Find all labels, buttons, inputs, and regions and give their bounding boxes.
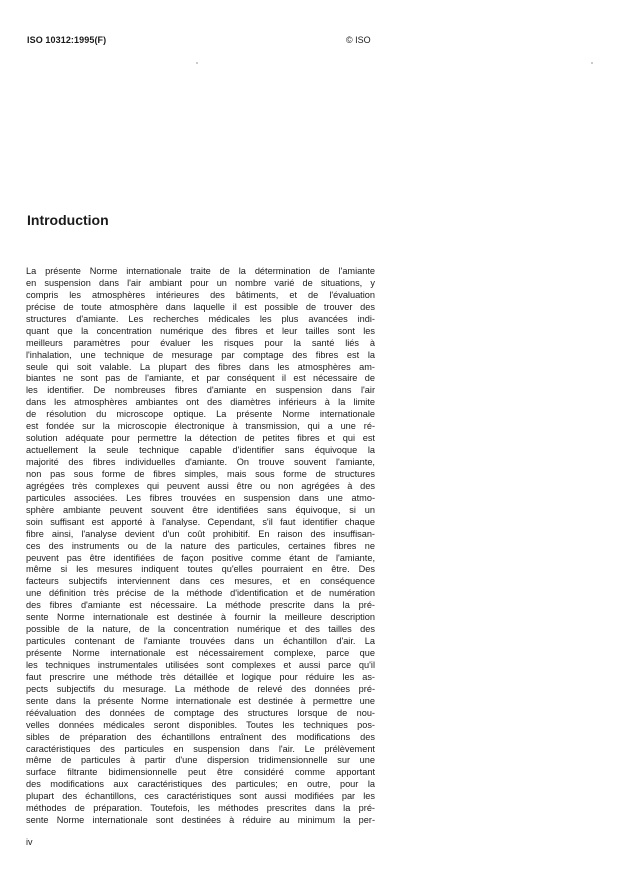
body-line: l'inhalation, une technique de mesurage par comptage des fibres est la <box>26 349 375 360</box>
body-line: présente Norme internationale est nécessairement complexe, parce que <box>26 648 375 658</box>
body-line: caractéristiques des particules en suspension dans l'air. Le prélèvement <box>26 743 375 754</box>
body-line: particules contenant de l'amiante trouvées dans un échantillon d'air. La <box>26 636 375 647</box>
page-number: iv <box>26 837 33 847</box>
body-line: les techniques instrumentales utilisées sont complexes et aussi parce qu'il <box>26 659 375 670</box>
section-title: Introduction <box>27 212 109 228</box>
scan-speck <box>591 62 593 64</box>
body-line: plupart des échantillons, ces caractéristiques sont aussi modifiées par les <box>26 791 375 802</box>
body-line: sente dans la présente Norme internationale est destinée à permettre une <box>26 695 375 706</box>
body-line: pects subjectifs du mesurage. La méthode de relevé des données pré- <box>26 683 375 694</box>
introduction-body <box>26 266 375 827</box>
body-line: même si les mesures indiquent toutes qu'elles pourraient en être. Des <box>26 564 375 575</box>
body-line: méthodes de préparation. Toutefois, les méthodes prescrites dans la pré- <box>26 803 375 814</box>
body-line: surface filtrante bidimensionnelle peut être considéré comme apportant <box>26 767 375 778</box>
body-line: possible de la nature, de la concentration numérique et des tailles des <box>26 624 375 635</box>
body-line: agrégées très complexes qui peuvent aussi être ou non agrégées à des <box>26 480 375 491</box>
body-line: faut prescrire une méthode très détaillée et logique pour réduire les as- <box>26 671 375 682</box>
body-line: de résolution du microscope optique. La présente Norme internationale <box>26 409 375 420</box>
body-line: meilleurs paramètres pour évaluer les risques pour la santé liés à <box>26 337 375 348</box>
body-line: solution adéquate pour permettre la détection de petites fibres et qui est <box>26 433 375 444</box>
body-line: particules associées. Les fibres trouvées en suspension dans une atmo- <box>26 492 375 503</box>
body-line: biantes ne sont pas de l'amiante, et par conséquent il est nécessaire de <box>26 373 375 384</box>
body-line: précise de toute atmosphère dans laquelle il est possible de trouver des <box>26 301 375 312</box>
body-line: peuvent pas être identifiées de façon positive comme étant de l'amiante, <box>26 552 375 563</box>
body-line: sphère ambiante peuvent souvent être identifiées sans équivoque, si un <box>26 504 375 515</box>
body-line: les identifier. De nombreuses fibres d'amiante en suspension dans l'air <box>26 385 375 396</box>
body-line: sente Norme internationale sont destinées à réduire au minimum la per- <box>26 815 375 826</box>
body-line: majorité des fibres individuelles d'amiante. On trouve souvent l'amiante, <box>26 457 375 467</box>
body-line: seule qui soit valable. La plupart des fibres dans les atmosphères am- <box>26 361 375 372</box>
body-line: est fondée sur la microscopie électronique à transmission, qui a une ré- <box>26 421 375 432</box>
body-line: des fibres d'amiante est nécessaire. La méthode prescrite dans la pré- <box>26 600 375 611</box>
body-line: même de particules à partir d'une dispersion tridimensionnelle sur une <box>26 755 375 766</box>
body-line: non pas sous forme de fibres simples, mais sous forme de structures <box>26 468 375 479</box>
body-line: ces des instruments ou de la nature des particules, certaines fibres ne <box>26 540 375 551</box>
body-line: des modifications aux caractéristiques des particules; en outre, pour la <box>26 779 375 790</box>
body-line: fibre ainsi, l'analyse devient d'un coût prohibitif. En raison des insuffisan- <box>26 528 375 539</box>
body-line: compris les atmosphères intérieures des bâtiments, et de l'évaluation <box>26 289 375 300</box>
body-line: structures d'amiante. Les recherches médicales les plus avancées indi- <box>26 313 375 324</box>
body-line: sente Norme internationale est destinée à fournir la meilleure description <box>26 612 375 623</box>
standard-reference: ISO 10312:1995(F) <box>27 35 107 45</box>
body-line: sibles de préparation des échantillons entraînent des modifications des <box>26 731 375 742</box>
body-line: en suspension dans l'air ambiant pour un nombre varié de situations, y <box>26 277 375 288</box>
body-line: facteurs subjectifs interviennent dans ces mesures, et en conséquence <box>26 576 375 587</box>
body-line: actuellement la seule technique capable d'identifier sans équivoque la <box>26 445 375 456</box>
body-line: velles données médicales seront disponibles. Toutes les techniques pos- <box>26 719 375 730</box>
body-line: quant que la concentration numérique des fibres et leur tailles sont les <box>26 325 375 336</box>
copyright-notice: © ISO <box>346 35 371 45</box>
scan-speck <box>196 62 198 64</box>
body-line: une définition très précise de la méthode d'identification et de numération <box>26 588 375 599</box>
body-line: réévaluation des données de comptage des structures lorsque de nou- <box>26 707 375 718</box>
body-line: La présente Norme internationale traite de la détermination de l'amiante <box>26 266 375 276</box>
body-line: dans les atmosphères ambiantes ont des diamètres inférieurs à la limite <box>26 397 375 408</box>
body-line: soin suffisant est apporté à l'analyse. Cependant, s'il faut identifier chaque <box>26 516 375 527</box>
